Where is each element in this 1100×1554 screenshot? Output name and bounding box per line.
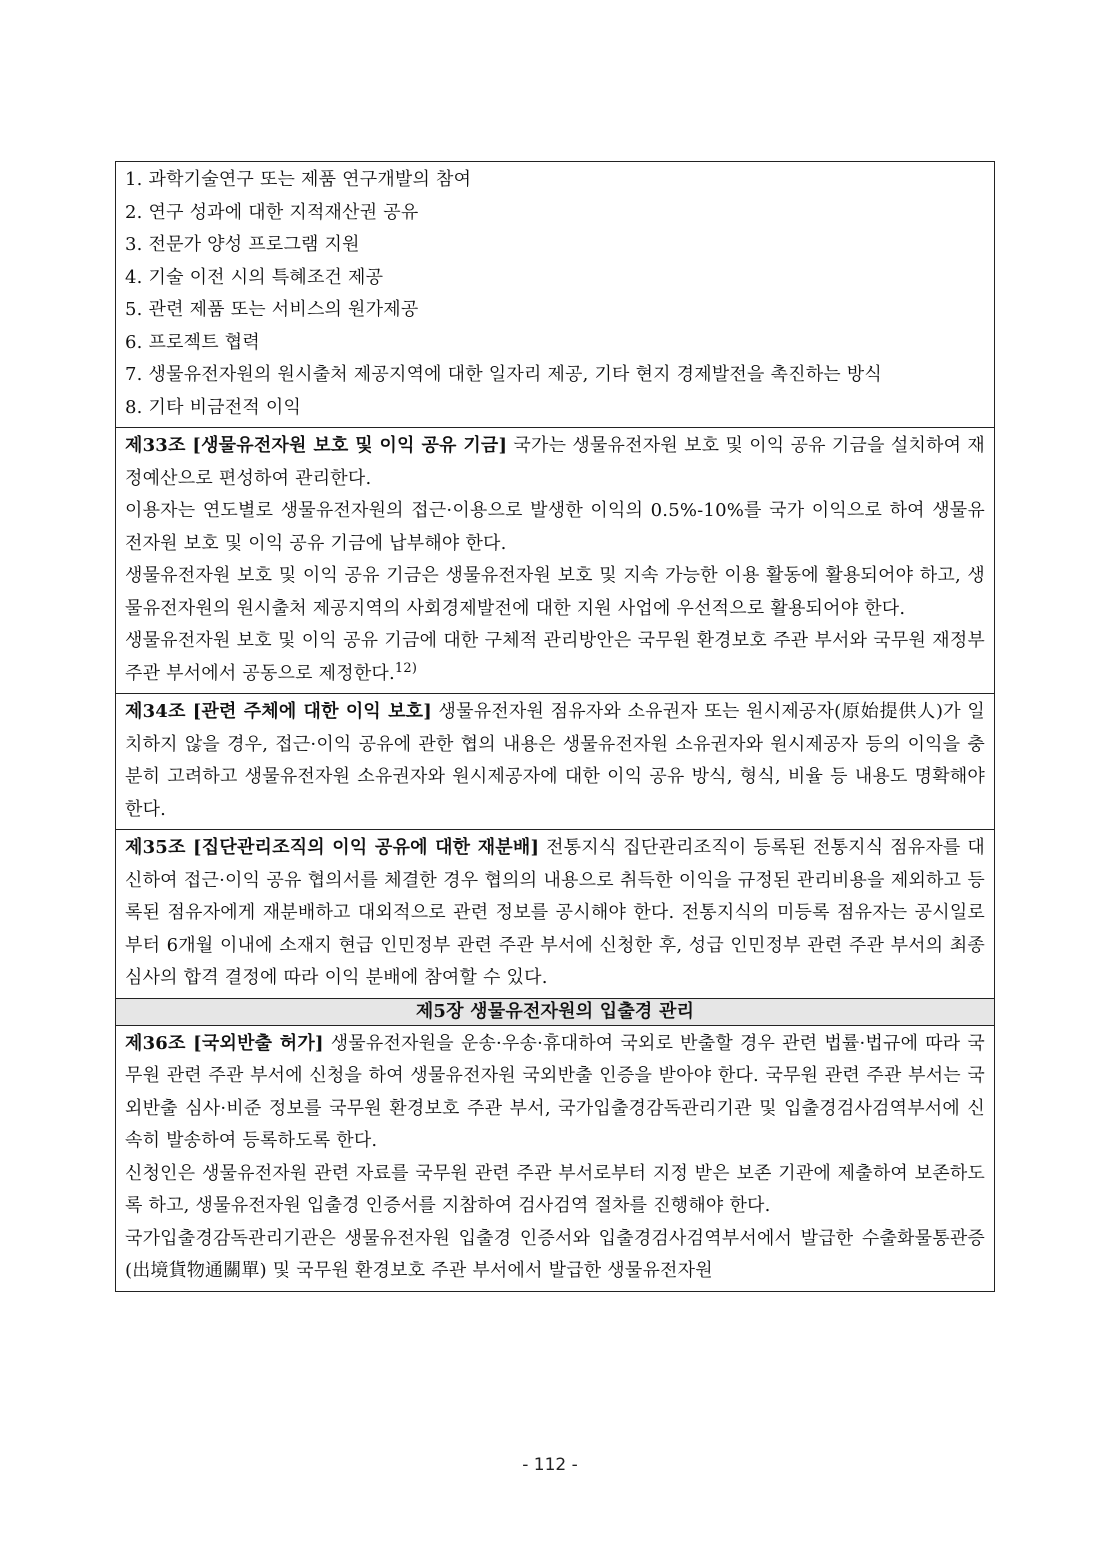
article-36-text: 생물유전자원을 운송·우송·휴대하여 국외로 반출할 경우 관련 법률·법규에 따라 국무원 관련 주관 부서에 신청을 하여 생물유전자원 국외반출 인증을 받아야 한다. 국무원 관련 주관 부서는 국외반출 심사·비준 정보를 국무원 환경보호 주관 부서, 국가입출경감독관리기관 및 입출경검사검역부서에 신속히 발송하여 등록하도록 한다. bbox=[125, 1032, 985, 1151]
article-35-text: 전통지식 집단관리조직이 등록된 전통지식 점유자를 대신하여 접근·이익 공유 협의서를 체결한 경우 협의의 내용으로 취득한 이익을 규정된 관리비용을 제외하고 등록된 점유자에게 재분배하고 대외적으로 관련 정보를 공시해야 한다. 전통지식의 미등록 점유자는 공시일로부터 6개월 이내에 소재지 현급 인민정부 관련 주관 부서에 신청한 후, 성급 인민정부 관련 주관 부서의 최종 심사의 합격 결정에 따라 이익 분배에 참여할 수 있다. bbox=[125, 837, 985, 988]
list-item: 7. 생물유전자원의 원시출처 제공지역에 대한 일자리 제공, 기타 현지 경제발전을 촉진하는 방식 bbox=[125, 364, 882, 385]
article-33-para-2: 이용자는 연도별로 생물유전자원의 접근·이용으로 발생한 이익의 0.5%-10%를 국가 이익으로 하여 생물유전자원 보호 및 이익 공유 기금에 납부해야 한다. bbox=[125, 500, 985, 554]
document-table bbox=[115, 161, 995, 1292]
article-34-text: 생물유전자원 점유자와 소유권자 또는 원시제공자(原始提供人)가 일치하지 않을 경우, 접근·이익 공유에 관한 협의 내용은 생물유전자원 소유권자와 원시제공자 등의 이익을 충분히 고려하고 생물유전자원 소유권자와 원시제공자에 대한 이익 공유 방식, 형식, 비율 등 내용도 명확해야 한다. bbox=[125, 701, 986, 820]
benefit-list-cell bbox=[116, 162, 994, 427]
article-34-para bbox=[125, 696, 985, 826]
article-36-para-1 bbox=[125, 1028, 985, 1158]
list-item: 8. 기타 비금전적 이익 bbox=[125, 396, 302, 418]
article-36-heading: 제36조 [국외반출 허가] bbox=[125, 1032, 324, 1054]
article-33-heading: 제33조 [생물유전자원 보호 및 이익 공유 기금] bbox=[125, 435, 508, 456]
list-item: 2. 연구 성과에 대한 지적재산권 공유 bbox=[125, 201, 419, 223]
article-33-cell bbox=[116, 427, 994, 693]
article-34-heading: 제34조 [관련 주체에 대한 이익 보호] bbox=[125, 701, 432, 722]
article-36-para-3: 국가입출경감독관리기관은 생물유전자원 입출경 인증서와 입출경검사검역부서에서 발급한 수출화물통관증(出境貨物通關單) 및 국무원 환경보호 주관 부서에서 발급한 생물유전자원 bbox=[125, 1227, 985, 1281]
article-33-text: 국가는 생물유전자원 보호 및 이익 공유 기금을 설치하여 재정예산으로 편성하여 관리한다. bbox=[125, 435, 985, 489]
article-33-para-1 bbox=[125, 430, 985, 495]
chapter-5-heading: 제5장 생물유전자원의 입출경 관리 bbox=[116, 998, 994, 1025]
list-item: 3. 전문가 양성 프로그램 지원 bbox=[125, 234, 360, 255]
list-item: 5. 관련 제품 또는 서비스의 원가제공 bbox=[125, 299, 419, 320]
article-35-cell bbox=[116, 829, 994, 998]
article-36-para-2: 신청인은 생물유전자원 관련 자료를 국무원 관련 주관 부서로부터 지정 받은 보존 기관에 제출하여 보존하도록 하고, 생물유전자원 입출경 인증서를 지참하여 검사검역 절차를 진행해야 한다. bbox=[125, 1162, 985, 1216]
article-35-para bbox=[125, 832, 985, 995]
list-item: 4. 기술 이전 시의 특혜조건 제공 bbox=[125, 266, 384, 288]
article-34-cell bbox=[116, 693, 994, 829]
page-number: - 112 - bbox=[522, 1455, 578, 1475]
article-33-para-4 bbox=[125, 625, 985, 690]
list-item: 1. 과학기술연구 또는 제품 연구개발의 참여 bbox=[125, 169, 472, 190]
footnote-marker: 12) bbox=[394, 660, 418, 676]
article-33-text: 생물유전자원 보호 및 이익 공유 기금에 대한 구체적 관리방안은 국무원 환경보호 주관 부서와 국무원 재정부 주관 부서에서 공동으로 제정한다. bbox=[125, 630, 985, 684]
list-item: 6. 프로젝트 협력 bbox=[125, 331, 260, 353]
article-33-para-3: 생물유전자원 보호 및 이익 공유 기금은 생물유전자원 보호 및 지속 가능한 이용 활동에 활용되어야 하고, 생물유전자원의 원시출처 제공지역의 사회경제발전에 대한 지원 사업에 우선적으로 활용되어야 한다. bbox=[125, 565, 985, 619]
article-35-heading: 제35조 [집단관리조직의 이익 공유에 대한 재분배] bbox=[125, 837, 540, 858]
article-36-cell bbox=[116, 1025, 994, 1291]
